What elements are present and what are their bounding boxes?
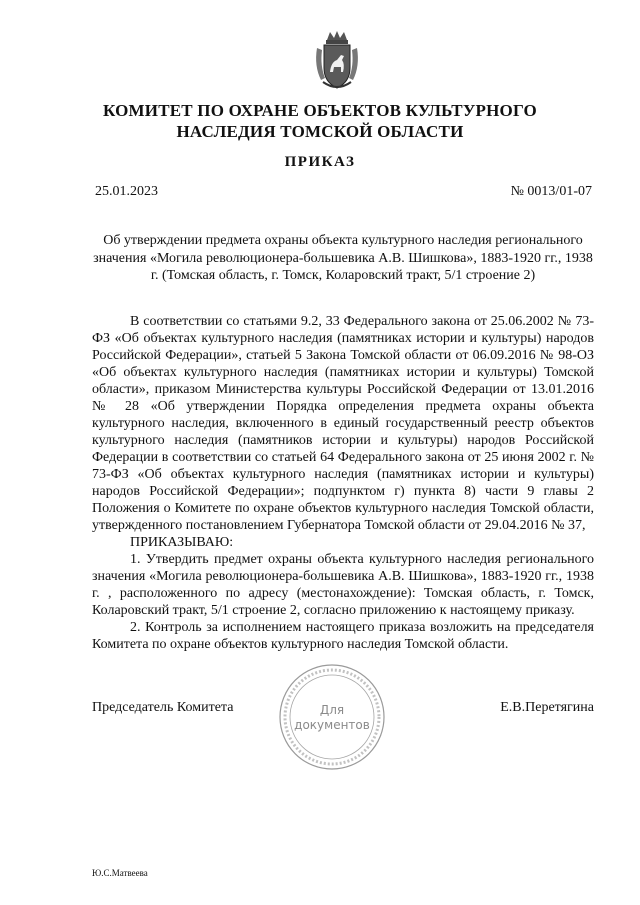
official-stamp bbox=[277, 662, 387, 772]
document-type-title: ПРИКАЗ bbox=[284, 154, 356, 170]
preamble-paragraph: В соответствии со статьями 9.2, 33 Федерального закона от 25.06.2002 № 73-ФЗ «Об объектах культурного наследия (памятниках истории и культуры) народов Российской Федерации», статьей 5 Закона Томской области от 06.09.2016 № 98-ОЗ «Об объектах культурного наследия (памятниках истории и культуры) Томской области», приказом Министерства культуры Российской Федерации от 13.01.2016 № 28 «Об утверждении Порядка определения предмета охраны объекта культурного наследия, включенного в единый государственный реестр объектов культурного наследия (памятников истории и культуры) народов Российской Федерации в соответствии со статьей 64 Федерального закона от 25 июня 2002 г. № 73-ФЗ «Об объектах культурного наследия (памятниках истории и культуры) народов Российской Федерации»; подпунктом г) пункта 8) части 9 главы 2 Положения о Комитете по охране объектов культурного наследия Томской области, утвержденного постановлением Губернатора Томской области от 29.04.2016 № 37, bbox=[92, 314, 594, 533]
coat-of-arms-icon bbox=[313, 30, 361, 92]
organization-name-line2: НАСЛЕДИЯ ТОМСКОЙ ОБЛАСТИ bbox=[176, 122, 464, 141]
order-item: 1. Утвердить предмет охраны объекта культурного наследия регионального значения «Могила революционера-большевика А.В. Шишкова», 1883-1920 гг., 1938 г. , расположенного по адресу (местонахождение): Томская область, г. Томск, Коларовский тракт, 5/1 строение 2, согласно приложению к настоящему приказу. bbox=[92, 552, 594, 618]
organization-name-line1: КОМИТЕТ ПО ОХРАНЕ ОБЪЕКТОВ КУЛЬТУРНОГО bbox=[103, 101, 537, 120]
signatory-position: Председатель Комитета bbox=[92, 700, 234, 715]
order-word: ПРИКАЗЫВАЮ: bbox=[130, 535, 234, 550]
stamp-text-line2: документов bbox=[294, 718, 370, 732]
document-date: 25.01.2023 bbox=[95, 184, 158, 199]
stamp-text-line1: Для bbox=[319, 703, 345, 717]
order-item: 2. Контроль за исполнением настоящего приказа возложить на председателя Комитета по охране объектов культурного наследия Томской области. bbox=[92, 620, 594, 652]
executor-name: Ю.С.Матвеева bbox=[92, 868, 148, 878]
document-number: № 0013/01-07 bbox=[510, 184, 592, 199]
signatory-name: Е.В.Перетягина bbox=[500, 700, 594, 715]
document-subject: Об утверждении предмета охраны объекта культурного наследия регионального значения «Могила революционера-большевика А.В. Шишкова», 1883-1920 гг., 1938 г. (Томская область, г. Томск, Коларовский тракт, 5/1 строение 2) bbox=[93, 233, 593, 283]
document-body bbox=[92, 313, 594, 653]
